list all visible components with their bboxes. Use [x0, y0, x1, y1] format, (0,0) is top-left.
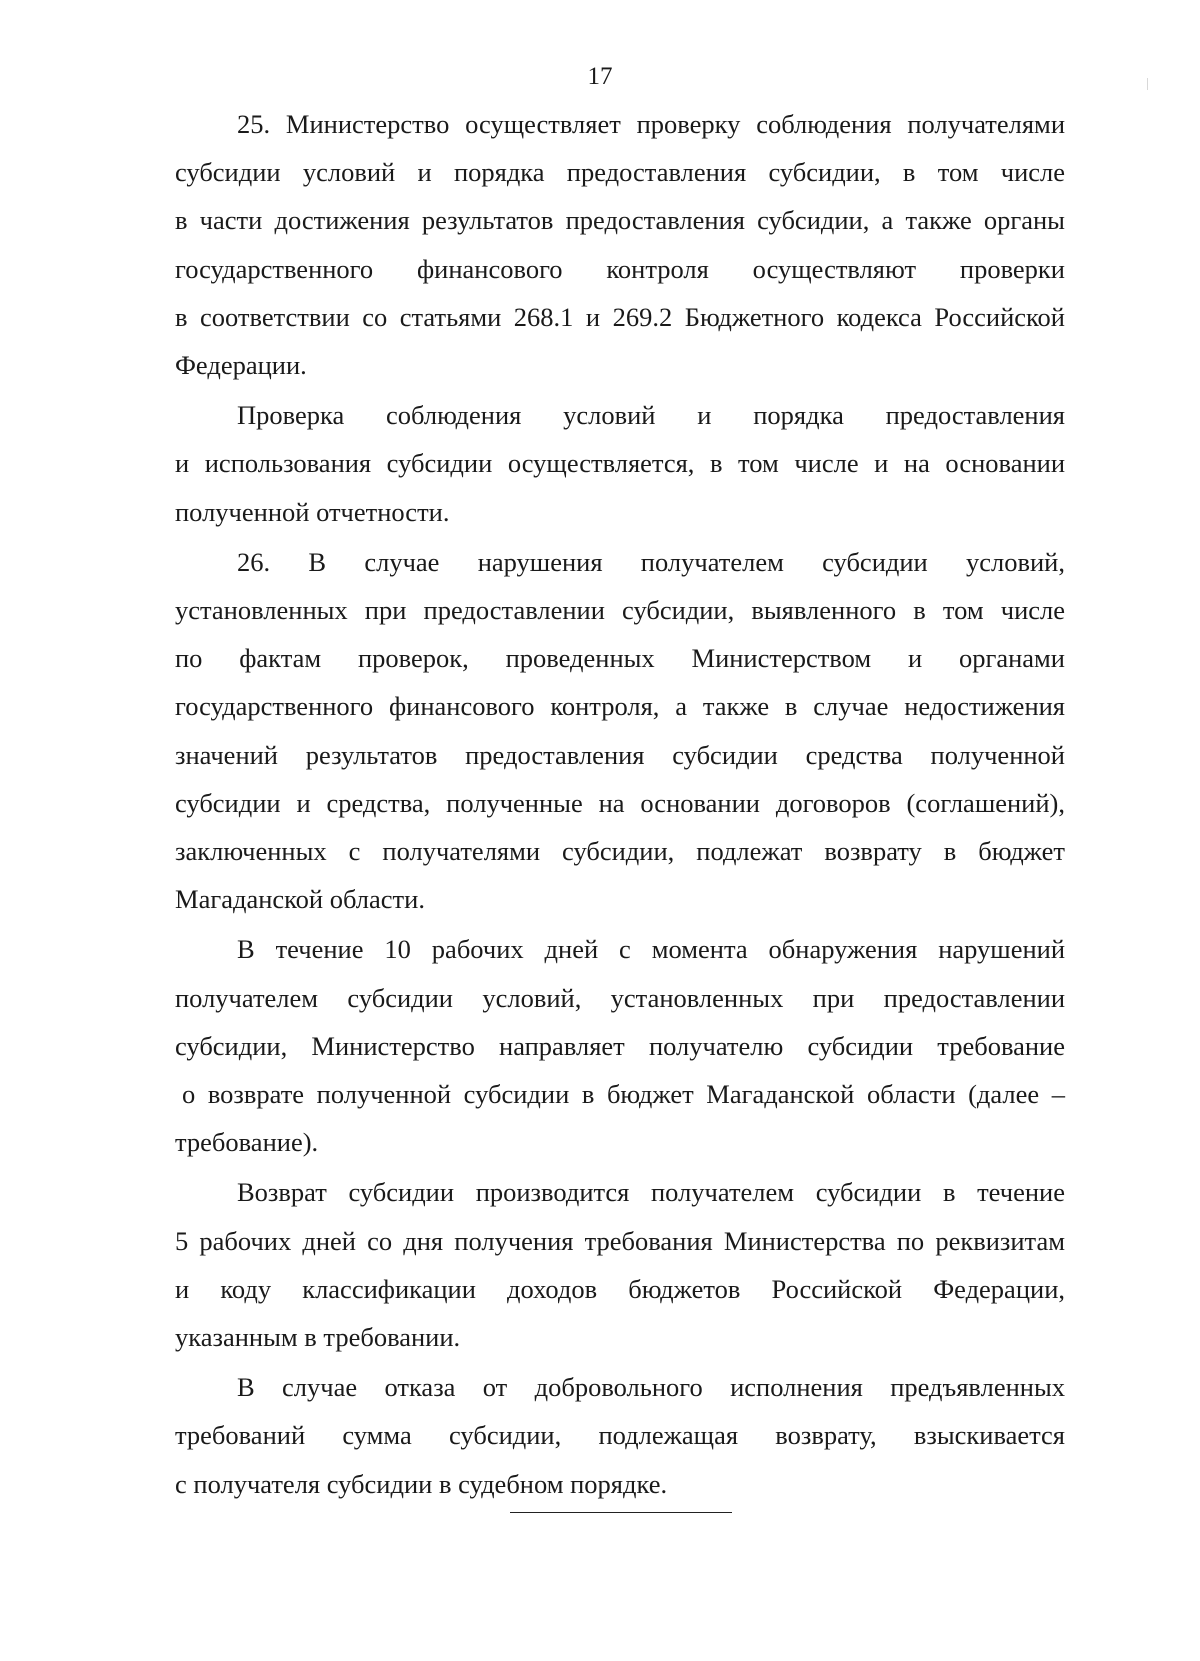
text-line: субсидии и средства, полученные на основании договоров (соглашений),	[175, 787, 1065, 818]
text-line: Возврат субсидии производится получателем субсидии в течение	[237, 1177, 1065, 1208]
text-line: и использования субсидии осуществляется, в том числе и на основании	[175, 448, 1065, 479]
text-line: по фактам проверок, проведенных Министерством и органами	[175, 643, 1065, 674]
text-line: 5 рабочих дней со дня получения требования Министерства по реквизитам	[175, 1225, 1065, 1256]
text-line: с получателя субсидии в судебном порядке.	[175, 1468, 668, 1499]
text-line: Федерации.	[175, 350, 307, 381]
text-line: В течение 10 рабочих дней с момента обнаружения нарушений	[237, 934, 1065, 965]
text-line: значений результатов предоставления субсидии средства полученной	[175, 739, 1065, 770]
paragraph-ten-days	[175, 925, 1065, 1166]
text-line: о возврате полученной субсидии в бюджет Магаданской области (далее –	[182, 1079, 1065, 1110]
page-number: 17	[587, 63, 613, 90]
text-line: в части достижения результатов предоставления субсидии, а также органы	[175, 205, 1065, 236]
text-line: указанным в требовании.	[175, 1322, 461, 1353]
text-line: В случае отказа от добровольного исполнения предъявленных	[237, 1372, 1065, 1403]
text-line: и коду классификации доходов бюджетов Российской Федерации,	[175, 1273, 1065, 1304]
text-line: Магаданской области.	[175, 884, 425, 915]
text-line: субсидии условий и порядка предоставления субсидии, в том числе	[175, 157, 1065, 188]
end-divider	[510, 1512, 732, 1513]
text-line: субсидии, Министерство направляет получателю субсидии требование	[175, 1030, 1065, 1061]
paragraph-clause-25	[175, 100, 1065, 389]
text-line: полученной отчетности.	[175, 496, 450, 527]
text-line: получателем субсидии условий, установленных при предоставлении	[175, 982, 1065, 1013]
text-line: 25. Министерство осуществляет проверку соблюдения получателями	[237, 109, 1065, 139]
text-line: требование).	[175, 1127, 319, 1158]
text-line: требований сумма субсидии, подлежащая возврату, взыскивается	[175, 1420, 1065, 1451]
text-line: в соответствии со статьями 268.1 и 269.2 Бюджетного кодекса Российской	[175, 301, 1065, 332]
text-line: государственного финансового контроля осуществляют проверки	[175, 253, 1065, 284]
document-body	[175, 100, 1065, 1508]
paragraph-refund	[175, 1168, 1065, 1361]
text-line: 26. В случае нарушения получателем субсидии условий,	[237, 546, 1065, 577]
text-line: установленных при предоставлении субсидии, выявленного в том числе	[175, 595, 1065, 626]
paragraph-verification	[175, 391, 1065, 536]
text-line: Проверка соблюдения условий и порядка предоставления	[237, 400, 1065, 431]
text-line: государственного финансового контроля, а также в случае недостижения	[175, 691, 1065, 722]
paragraph-court	[175, 1363, 1065, 1508]
text-line: заключенных с получателями субсидии, подлежат возврату в бюджет	[175, 836, 1065, 867]
paragraph-clause-26	[175, 538, 1065, 924]
scan-artifact	[1147, 78, 1148, 90]
